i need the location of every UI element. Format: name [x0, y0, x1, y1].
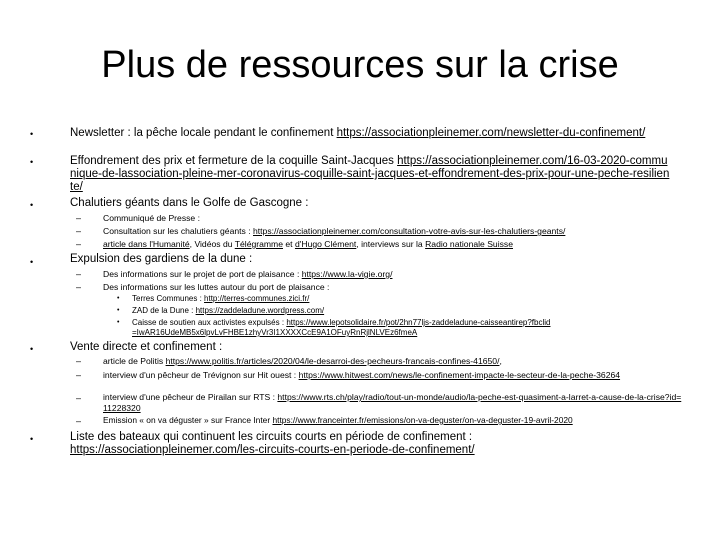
sub-dash: –: [76, 356, 82, 366]
hitwest-link[interactable]: https://www.hitwest.com/news/le-confinement-impacte-le-secteur-de-la-peche-36264: [298, 370, 621, 380]
zad-dune: [132, 306, 552, 316]
bullet-dot: •: [30, 129, 34, 139]
hugo-clement-link[interactable]: d'Hugo Clément: [294, 239, 357, 249]
telegramme-link[interactable]: Télégramme: [234, 239, 283, 249]
item-newsletter: [70, 127, 670, 140]
dune-projet: [103, 269, 683, 280]
politis-after: ,: [499, 356, 502, 366]
vente-hitwest: [103, 370, 683, 381]
item-dune: Expulsion des gardiens de la dune :: [70, 253, 253, 265]
newsletter-link[interactable]: https://associationpleinemer.com/newsletter-du-confinement/: [336, 127, 646, 139]
chalutiers-consultation: [103, 226, 683, 237]
terres-communes-link[interactable]: http://terres-communes.zici.fr/: [204, 294, 310, 303]
bateaux-text: Liste des bateaux qui continuent les circuits courts en période de confinement :: [70, 431, 473, 443]
zad-dune-link[interactable]: https://zaddeladune.wordpress.com/: [195, 306, 325, 315]
effondrement-link[interactable]: https://associationpleinemer.com/16-03-2020-communique-de-lassociation-pleine-mer-coronavirus-coquille-saint-jacques-et-effondrement-des-prix-pour-une-peche-resiliente/: [70, 155, 670, 193]
bateaux-link[interactable]: https://associationpleinemer.com/les-circuits-courts-en-periode-de-confinement/: [70, 444, 475, 456]
zad-dune-text: ZAD de la Dune :: [132, 306, 196, 315]
politis-text: article de Politis: [103, 356, 166, 366]
rts-text: interview d'une pêcheur de Pirailan sur RTS :: [103, 392, 278, 402]
consultation-text: Consultation sur les chalutiers géants :: [103, 226, 253, 236]
item-vente: Vente directe et confinement :: [70, 341, 223, 353]
vente-rts: [103, 392, 683, 413]
sub-dash: –: [76, 370, 82, 380]
bullet-dot: •: [30, 200, 34, 210]
sub-dash: –: [76, 239, 82, 249]
franceinter-text: Emission « on va déguster » sur France Inter: [103, 415, 273, 425]
bullet-dot: •: [30, 434, 34, 444]
vente-franceinter: [103, 415, 720, 426]
sub-dash: –: [76, 226, 82, 236]
consultation-link[interactable]: https://associationpleinemer.com/consultation-votre-avis-sur-les-chalutiers-geants/: [253, 226, 566, 236]
item-newsletter-text: Newsletter : la pêche locale pendant le confinement: [70, 127, 337, 139]
item-bateaux: [70, 431, 670, 457]
dune-projet-text: Des informations sur le projet de port de plaisance :: [103, 269, 302, 279]
humanite-link[interactable]: article dans l'Humanité: [103, 239, 190, 249]
sub-bullet: •: [117, 319, 120, 326]
sub-bullet: •: [117, 295, 120, 302]
chalutiers-communique: Communiqué de Presse :: [103, 213, 200, 223]
bullet-dot: •: [30, 344, 34, 354]
radio-suisse-link[interactable]: Radio nationale Suisse: [425, 239, 513, 249]
chalutiers-media: [103, 239, 683, 250]
slide-title: Plus de ressources sur la crise: [101, 44, 619, 86]
sub-dash: –: [76, 269, 82, 279]
item-chalutiers: Chalutiers géants dans le Golfe de Gascogne :: [70, 197, 309, 209]
media-sep-3: , interviews sur la: [356, 239, 426, 249]
politis-link[interactable]: https://www.politis.fr/articles/2020/04/le-desarroi-des-pecheurs-francais-confines-41650/: [165, 356, 500, 366]
bullet-dot: •: [30, 257, 34, 267]
caisse-soutien: [132, 318, 552, 338]
vente-politis: [103, 356, 683, 367]
media-sep-1: , Vidéos du: [189, 239, 235, 249]
terres-communes: [132, 294, 552, 304]
caisse-soutien-text: Caisse de soutien aux activistes expulsés :: [132, 318, 287, 327]
franceinter-link[interactable]: https://www.franceinter.fr/emissions/on-va-deguster/on-va-deguster-19-avril-2020: [272, 415, 573, 425]
la-vigie-link[interactable]: https://www.la-vigie.org/: [301, 269, 393, 279]
item-effondrement: [70, 155, 670, 194]
terres-communes-text: Terres Communes :: [132, 294, 205, 303]
sub-dash: –: [76, 282, 82, 292]
sub-dash: –: [76, 416, 82, 426]
media-sep-2: et: [283, 239, 295, 249]
rts-link[interactable]: https://www.rts.ch/play/radio/tout-un-monde/audio/la-peche-est-quasiment-a-larret-a-cause-de-la-crise?id=11228320: [103, 392, 682, 413]
dune-luttes: Des informations sur les luttes autour du port de plaisance :: [103, 282, 330, 292]
sub-bullet: •: [117, 307, 120, 314]
item-effondrement-text: Effondrement des prix et fermeture de la coquille Saint-Jacques: [70, 155, 398, 167]
hitwest-text: interview d'un pêcheur de Trévignon sur Hit ouest :: [103, 370, 299, 380]
sub-dash: –: [76, 213, 82, 223]
sub-dash: –: [76, 393, 82, 403]
bullet-dot: •: [30, 157, 34, 167]
caisse-soutien-link[interactable]: https://www.lepotsolidaire.fr/pot/2hn77ljs-zaddeladune-caisseantirep?fbclid=IwAR16UdeMB5x6lpvLvFHBE1zhyVr3I1XXXXCcE9A1OFuyRnRjlNLVEz6fmeA: [132, 318, 551, 337]
